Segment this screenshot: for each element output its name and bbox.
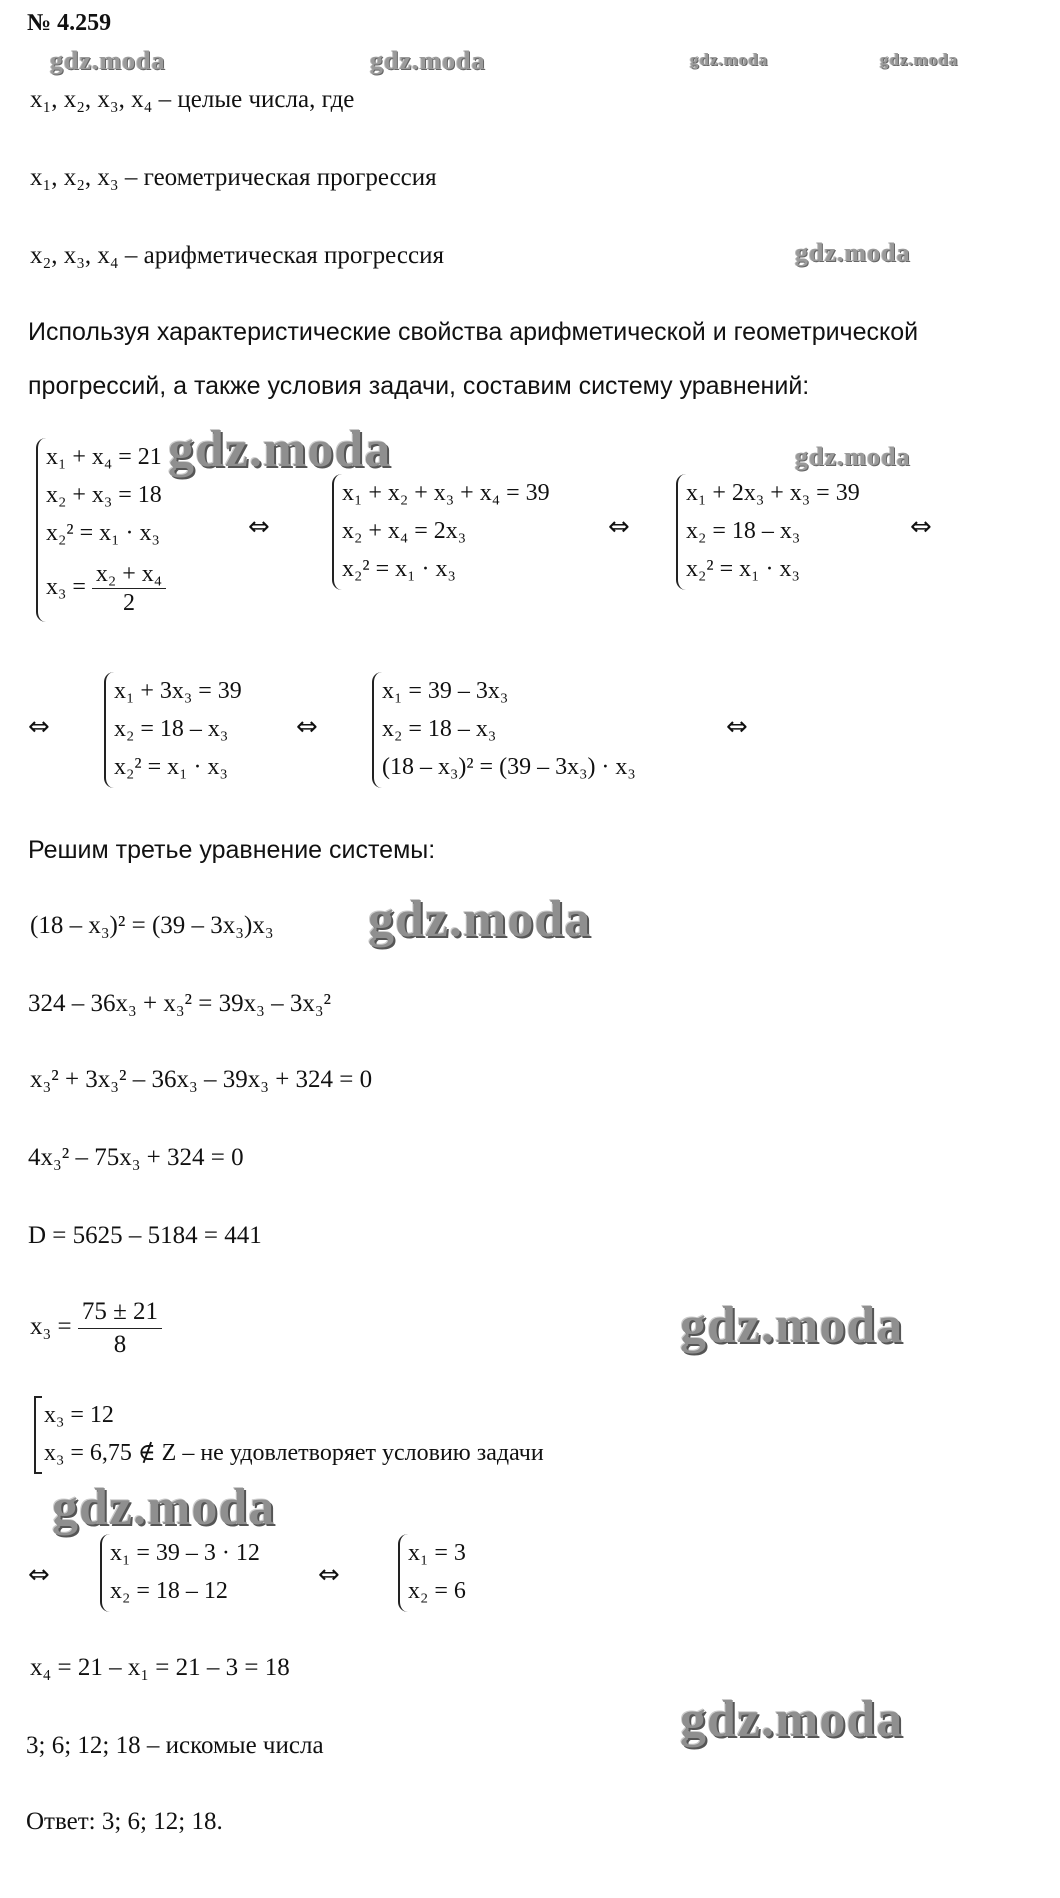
answer-line: Ответ: 3; 6; 12; 18. <box>26 1808 223 1835</box>
condition-integers: x₁, x₂, x₃, x₄ – целые числа, где <box>30 86 355 113</box>
watermark: gdz.moda <box>795 442 911 471</box>
problem-number: № 4.259 <box>27 10 112 36</box>
sys1-row-4-lhs: x₃ = <box>46 574 86 600</box>
system-2 <box>332 474 550 590</box>
sys1-fraction <box>92 560 166 617</box>
sys2-row-1: x₁ + x₂ + x₃ + x₄ = 39 <box>342 480 550 506</box>
sys1-fraction-den: 2 <box>123 589 136 616</box>
equivalence-symbol: ⇔ <box>248 512 270 542</box>
watermark: gdz.moda <box>680 1297 904 1354</box>
root-fraction-den: 8 <box>113 1331 127 1358</box>
roots-set <box>34 1396 544 1474</box>
sys4-row-3: x₂² = x₁ · x₃ <box>114 754 228 780</box>
watermark: gdz.moda <box>168 421 392 478</box>
equivalence-symbol: ⇔ <box>608 512 630 542</box>
paragraph-line-2: прогрессий, а также условия задачи, составим систему уравнений: <box>28 372 810 400</box>
sys2-row-3: x₂² = x₁ · x₃ <box>342 556 456 582</box>
sys8-row-2: x₂ = 6 <box>408 1578 466 1604</box>
watermark: gdz.moda <box>370 46 486 75</box>
watermark: gdz.moda <box>880 50 959 69</box>
sys3-row-2: x₂ = 18 – x₃ <box>686 518 801 544</box>
sys4-row-1: x₁ + 3x₃ = 39 <box>114 678 242 704</box>
system-1 <box>36 438 166 622</box>
root-fraction-num: 75 ± 21 <box>78 1296 162 1329</box>
system-7 <box>100 1534 260 1612</box>
equivalence-symbol: ⇔ <box>726 712 748 742</box>
watermark: gdz.moda <box>680 1691 904 1748</box>
system-8 <box>398 1534 466 1612</box>
sys4-row-2: x₂ = 18 – x₃ <box>114 716 229 742</box>
sys3-row-3: x₂² = x₁ · x₃ <box>686 556 800 582</box>
watermark: gdz.moda <box>50 46 166 75</box>
system-4 <box>104 672 242 788</box>
equation-3: x₃² + 3x₃² – 36x₃ – 39x₃ + 324 = 0 <box>30 1066 373 1093</box>
roots-row-1: x₃ = 12 <box>44 1402 114 1428</box>
condition-geometric: x₁, x₂, x₃ – геометрическая прогрессия <box>30 164 437 191</box>
system-3 <box>676 474 860 590</box>
sys1-row-3: x₂² = x₁ · x₃ <box>46 520 160 546</box>
root-fraction <box>78 1296 162 1361</box>
equation-2: 324 – 36x₃ + x₃² = 39x₃ – 3x₃² <box>28 990 332 1017</box>
equation-x4: x₄ = 21 – x₁ = 21 – 3 = 18 <box>30 1654 290 1681</box>
equivalence-symbol: ⇔ <box>318 1560 340 1590</box>
roots-row-2: x₃ = 6,75 ∉ Z – не удовлетворяет условию задачи <box>44 1440 544 1466</box>
sys3-row-1: x₁ + 2x₃ + x₃ = 39 <box>686 480 860 506</box>
sys7-row-1: x₁ = 39 – 3 · 12 <box>110 1540 260 1566</box>
watermark: gdz.moda <box>368 891 592 948</box>
sys5-row-3: (18 – x₃)² = (39 – 3x₃) · x₃ <box>382 754 636 780</box>
condition-arithmetic: x₂, x₃, x₄ – арифметическая прогрессия <box>30 242 444 269</box>
discriminant: D = 5625 – 5184 = 441 <box>28 1222 262 1249</box>
paragraph-line-1: Используя характеристические свойства арифметической и геометрической <box>28 318 919 346</box>
watermark: gdz.moda <box>690 50 769 69</box>
watermark: gdz.moda <box>795 238 911 267</box>
equation-4: 4x₃² – 75x₃ + 324 = 0 <box>28 1144 244 1171</box>
result-line: 3; 6; 12; 18 – искомые числа <box>26 1732 324 1759</box>
equation-1: (18 – x₃)² = (39 – 3x₃)x₃ <box>30 912 274 939</box>
sys5-row-1: x₁ = 39 – 3x₃ <box>382 678 509 704</box>
sys8-row-1: x₁ = 3 <box>408 1540 466 1566</box>
equivalence-symbol: ⇔ <box>28 1560 50 1590</box>
system-5 <box>372 672 636 788</box>
equivalence-symbol: ⇔ <box>910 512 932 542</box>
root-formula-lhs: x₃ = <box>30 1313 72 1341</box>
equivalence-symbol: ⇔ <box>296 712 318 742</box>
watermark: gdz.moda <box>52 1479 276 1536</box>
root-formula <box>30 1296 162 1361</box>
sys1-row-1: x₁ + x₄ = 21 <box>46 444 162 470</box>
sys1-row-4 <box>46 552 166 622</box>
solve-heading: Решим третье уравнение системы: <box>28 836 436 864</box>
sys1-fraction-num: x₂ + x₄ <box>92 560 166 589</box>
equivalence-symbol: ⇔ <box>28 712 50 742</box>
sys5-row-2: x₂ = 18 – x₃ <box>382 716 497 742</box>
sys1-row-2: x₂ + x₃ = 18 <box>46 482 162 508</box>
sys7-row-2: x₂ = 18 – 12 <box>110 1578 228 1604</box>
sys2-row-2: x₂ + x₄ = 2x₃ <box>342 518 467 544</box>
